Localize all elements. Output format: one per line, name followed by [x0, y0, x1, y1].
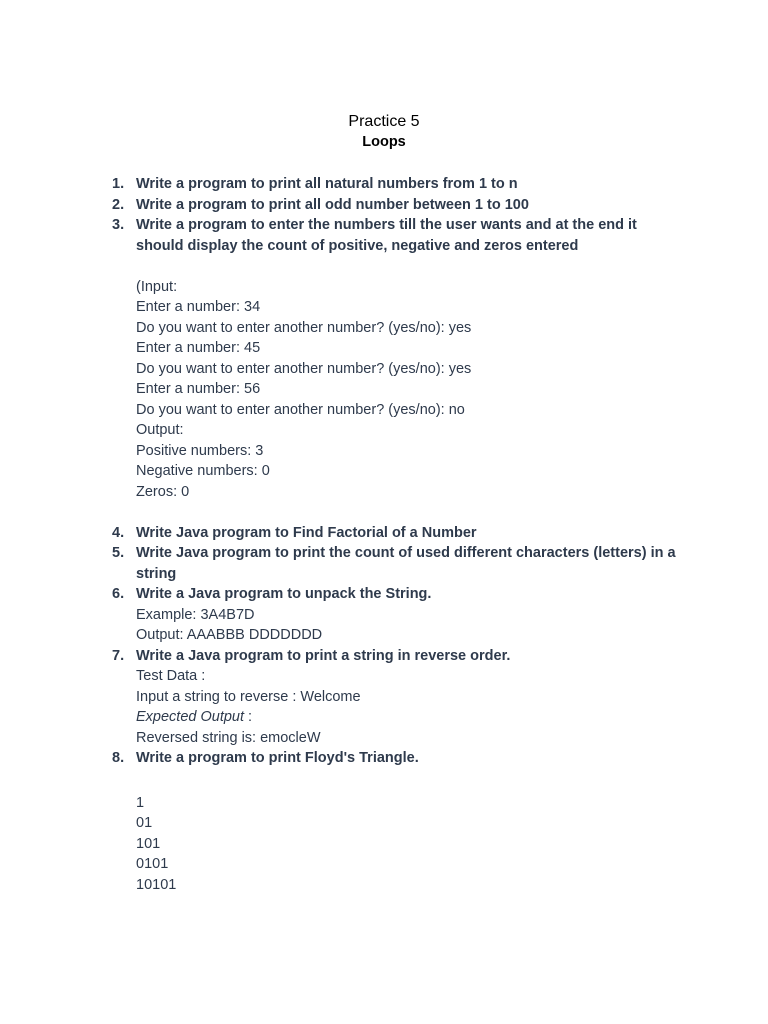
example-line: (Input: [136, 278, 178, 295]
test-input-line: Input a string to reverse : Welcome [136, 688, 361, 705]
question-number: 8. [112, 750, 125, 766]
question-number: 6. [112, 586, 125, 602]
question-item [0, 523, 768, 544]
example-line: Do you want to enter another number? (yes/no): yes [136, 360, 472, 377]
result-line: Reversed string is: emocleW [136, 729, 321, 746]
triangle-row: 101 [136, 835, 161, 852]
floyd-triangle [0, 793, 768, 896]
expected-output-line [136, 707, 768, 728]
question-number: 5. [112, 545, 125, 561]
question-item [0, 543, 768, 584]
page-subtitle: Loops [362, 134, 406, 150]
question-item [0, 195, 768, 216]
example-line: Enter a number: 56 [136, 381, 261, 397]
question-text: Write a program to print Floyd's Triangle. [136, 750, 419, 766]
example-line: Do you want to enter another number? (yes/no): yes [136, 319, 472, 336]
question-text: Write Java program to print the count of used different characters (letters) in a string [136, 545, 676, 582]
question-text: Write a Java program to print a string in reverse order. [136, 647, 511, 664]
triangle-row: 01 [136, 815, 153, 831]
example-line: Negative numbers: 0 [136, 463, 270, 479]
example-line: Enter a number: 34 [136, 299, 261, 315]
question-item [0, 584, 768, 605]
question-text: Write a program to enter the numbers till the user wants and at the end it should display the count of positive, negative and zeros entered [136, 217, 637, 254]
page-title: Practice 5 [348, 113, 420, 130]
example-line: Example: 3A4B7D [136, 606, 255, 623]
question-text: Write a Java program to unpack the String. [136, 586, 432, 602]
test-data-label: Test Data : [136, 668, 206, 684]
question-item [0, 646, 768, 667]
question-number: 1. [112, 176, 125, 192]
question-item [0, 748, 768, 769]
example-block [0, 277, 768, 503]
question-text: Write Java program to Find Factorial of a Number [136, 524, 477, 541]
example-line: Output: [136, 422, 184, 438]
question-item [0, 174, 768, 195]
question-number: 3. [112, 217, 125, 233]
question-number: 7. [112, 647, 125, 664]
triangle-row: 0101 [136, 856, 169, 872]
question-number: 2. [112, 196, 125, 213]
example-line: Output: AAABBB DDDDDDD [136, 627, 323, 643]
example-line: Enter a number: 45 [136, 340, 261, 356]
question-list [0, 174, 768, 895]
triangle-row: 1 [136, 794, 145, 811]
question-number: 4. [112, 524, 125, 541]
triangle-row: 10101 [136, 876, 177, 893]
expected-output-separator: : [244, 709, 253, 725]
example-line: Do you want to enter another number? (yes/no): no [136, 401, 465, 418]
example-line: Positive numbers: 3 [136, 442, 264, 459]
question-text: Write a program to print all natural numbers from 1 to n [136, 176, 518, 192]
example-line: Zeros: 0 [136, 483, 190, 500]
expected-output-label: Expected Output [136, 709, 245, 725]
question-item [0, 215, 768, 256]
question-text: Write a program to print all odd number between 1 to 100 [136, 196, 529, 213]
